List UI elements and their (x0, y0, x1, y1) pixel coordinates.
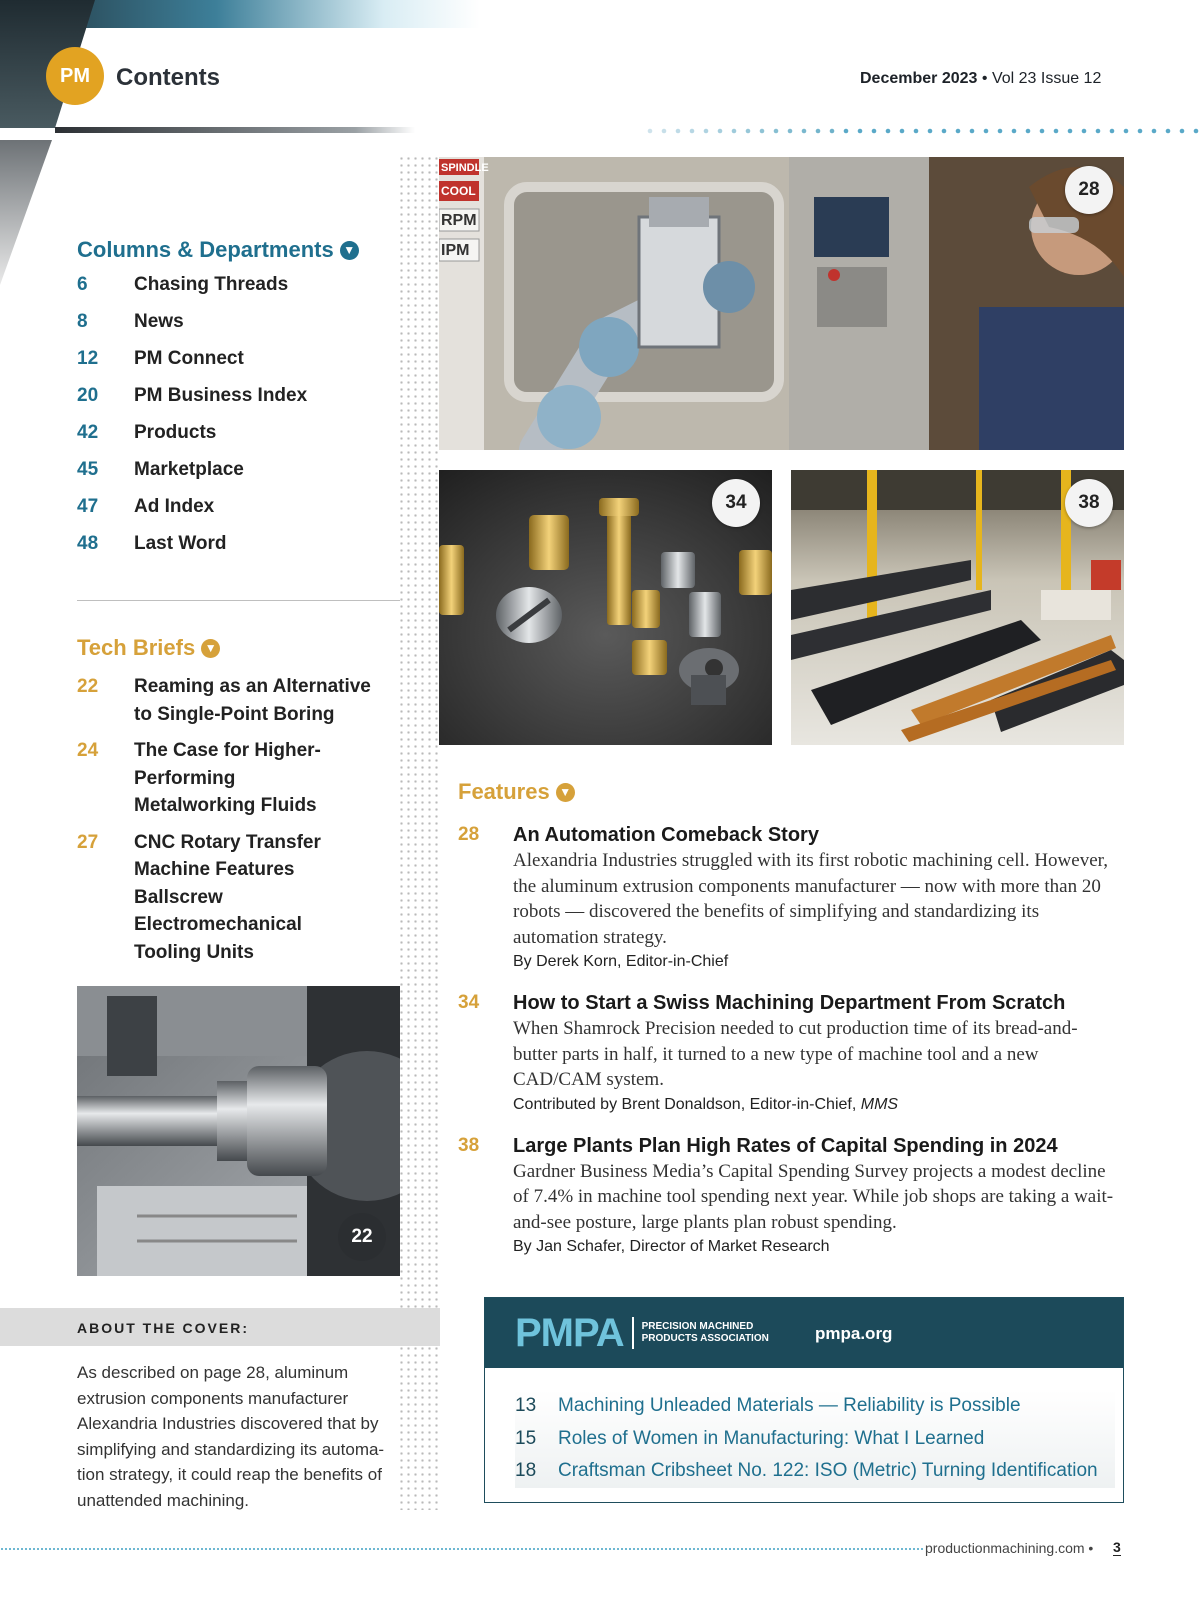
spindle-photo[interactable] (77, 986, 400, 1276)
feature-description: Gardner Business Media’s Capital Spending Survey projects a modest decline of 7.4% in machine tool spending next year. While job shops are taking a wait-and-see posture, large plants plan robust spending. (513, 1160, 1114, 1233)
header-dot-row (648, 129, 1199, 134)
item-label: PM Business Index (134, 385, 308, 406)
pmpa-box (484, 1297, 1124, 1503)
byline-text: By Jan Schafer, Director of Market Research (513, 1238, 830, 1255)
down-arrow-icon: ▼ (556, 783, 575, 802)
byline-italic: MMS (860, 1095, 899, 1113)
item-label: Machining Unleaded Materials — Reliability is Possible (558, 1395, 1021, 1416)
tech-briefs-heading (77, 635, 220, 661)
footer-dotted-rule (0, 1548, 925, 1550)
panel-label-spindle: SPINDLE (441, 162, 489, 174)
list-item[interactable] (77, 274, 397, 311)
page-number: 47 (77, 496, 99, 517)
list-item[interactable] (77, 496, 397, 533)
page-number: 18 (515, 1460, 537, 1481)
pmpa-logo[interactable] (515, 1310, 769, 1356)
page-number: 20 (77, 385, 99, 406)
parts-photo[interactable] (439, 470, 772, 745)
panel-label-rpm: RPM (441, 212, 477, 229)
feature-item[interactable] (458, 1133, 1118, 1260)
page-badge: 28 (1065, 166, 1113, 214)
feature-byline (513, 1235, 1118, 1259)
page-title: Contents (116, 64, 220, 91)
down-arrow-icon: ▼ (340, 241, 359, 260)
features-list (458, 822, 1118, 1275)
plant-floor-photo[interactable] (791, 470, 1124, 745)
feature-byline (513, 1093, 1118, 1117)
item-label: CNC Rotary Transfer Machine Features Ballscrew Electromechanical Tooling Units (134, 831, 321, 963)
list-item[interactable] (77, 533, 397, 570)
issue-date: December 2023 (860, 70, 978, 87)
item-label: Last Word (134, 533, 227, 554)
pmpa-url-link[interactable]: pmpa.org (815, 1324, 893, 1343)
item-label: News (134, 311, 184, 332)
feature-title: An Automation Comeback Story (513, 824, 819, 846)
feature-title: Large Plants Plan High Rates of Capital Spending in 2024 (513, 1134, 1058, 1157)
footer-url-text: productionmachining.com (925, 1540, 1085, 1556)
panel-label-cool: COOL (441, 184, 476, 198)
pmpa-list (515, 1390, 1115, 1488)
page-number: 6 (77, 274, 88, 295)
logo-text: PM (60, 64, 90, 87)
list-item[interactable] (77, 673, 407, 728)
feature-description: Alexandria Industries struggled with its first robotic machining cell. However, the aluminum extrusion components manufacturer — now with more than 20 robots — discovered the benefits of simplifying and standardizing its automation strategy. (513, 850, 1108, 948)
page-badge: 38 (1065, 479, 1113, 527)
pm-logo (46, 47, 104, 105)
departments-list (77, 274, 397, 570)
page-number: 42 (77, 422, 99, 443)
item-label: The Case for Higher-Performing Metalworking Fluids (134, 740, 321, 816)
page-badge: 22 (338, 1213, 386, 1261)
feature-description: When Shamrock Precision needed to cut production time of its bread-and-butter parts in half, it turned to a new type of machine tool and a new CAD/CAM system. (513, 1018, 1078, 1090)
issue-separator: • (981, 70, 988, 87)
columns-departments-title: Columns & Departments (77, 237, 334, 262)
page-number: 34 (458, 992, 480, 1013)
page-number: 45 (77, 459, 99, 480)
down-arrow-icon: ▼ (201, 639, 220, 658)
list-item[interactable] (515, 1390, 1115, 1423)
robot-cell-image (439, 157, 1124, 450)
section-divider (77, 600, 400, 601)
features-title: Features (458, 779, 550, 804)
page-number: 13 (515, 1395, 537, 1416)
list-item[interactable] (77, 385, 397, 422)
columns-departments-heading (77, 237, 359, 263)
page-number: 38 (458, 1134, 480, 1156)
item-label: Roles of Women in Manufacturing: What I Learned (558, 1427, 985, 1449)
list-item[interactable] (515, 1455, 1115, 1488)
tech-briefs-title: Tech Briefs (77, 635, 196, 660)
pmpa-header (485, 1298, 1123, 1368)
robot-cell-photo[interactable] (439, 157, 1124, 450)
byline-text: By Derek Korn, Editor-in-Chief (513, 953, 729, 970)
panel-label-ipm: IPM (441, 242, 470, 259)
about-cover-title: ABOUT THE COVER: (77, 1320, 249, 1336)
about-cover-text: As described on page 28, aluminum extrusion components manufacturer Alexandria Industries discovered that by simplifying and standardizing its automa-tion strategy, it could reap the benefits of unattended machining. (77, 1363, 385, 1510)
features-heading (458, 779, 575, 805)
feature-title: How to Start a Swiss Machining Department From Scratch (513, 992, 1066, 1014)
tech-briefs-list (77, 673, 407, 975)
list-item[interactable] (77, 737, 407, 820)
issue-info (860, 70, 1101, 88)
list-item[interactable] (77, 311, 397, 348)
page-number: 27 (77, 831, 99, 853)
pmpa-logo-word: PMPA (515, 1310, 624, 1355)
page-number: 8 (77, 311, 88, 332)
issue-volume: Vol 23 Issue 12 (991, 70, 1102, 87)
list-item[interactable] (77, 422, 397, 459)
item-label: Products (134, 422, 217, 443)
pmpa-logo-divider (632, 1317, 634, 1349)
list-item[interactable] (515, 1423, 1115, 1456)
page-number: 12 (77, 348, 99, 369)
page-number: 15 (515, 1427, 537, 1449)
page-badge: 34 (712, 479, 760, 527)
page-number-footer: 3 (1113, 1539, 1121, 1555)
item-label: Craftsman Cribsheet No. 122: ISO (Metric) Turning Identification (558, 1460, 1098, 1481)
list-item[interactable] (77, 459, 397, 496)
pmpa-subtitle-line2: PRODUCTS ASSOCIATION (641, 1333, 769, 1344)
page-number: 28 (458, 824, 480, 845)
item-label: Ad Index (134, 496, 215, 517)
pmpa-logo-subtitle (642, 1321, 769, 1345)
dot-pattern-divider (398, 155, 440, 1510)
feature-byline (513, 950, 1118, 974)
footer-url[interactable] (925, 1540, 1093, 1556)
pmpa-subtitle-line1: PRECISION MACHINED (641, 1321, 754, 1332)
item-label: Marketplace (134, 459, 244, 480)
list-item[interactable] (77, 348, 397, 385)
item-label: PM Connect (134, 348, 244, 369)
byline-text: Contributed by Brent Donaldson, Editor-in-Chief, (513, 1095, 861, 1113)
item-label: Reaming as an Alternative to Single-Point Boring (134, 676, 371, 725)
feature-item[interactable] (458, 822, 1118, 974)
footer-separator: • (1088, 1540, 1094, 1556)
page-number: 24 (77, 740, 99, 761)
item-label: Chasing Threads (134, 274, 289, 295)
feature-item[interactable] (458, 990, 1118, 1117)
page-number: 22 (77, 676, 99, 697)
page-number: 48 (77, 533, 99, 554)
list-item[interactable] (77, 829, 407, 967)
